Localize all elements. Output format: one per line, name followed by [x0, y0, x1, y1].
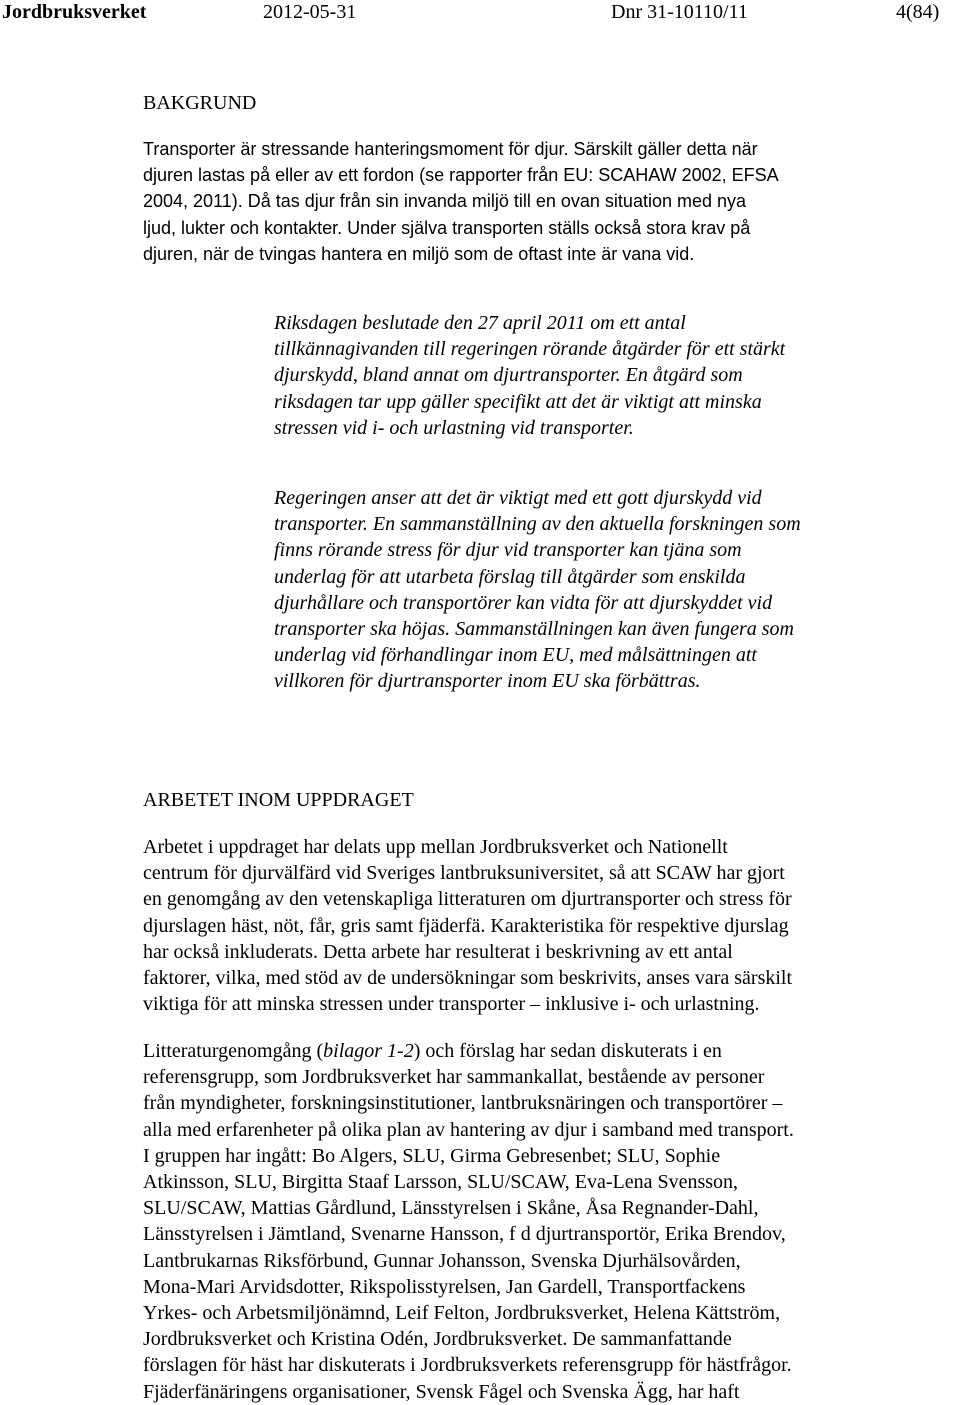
heading-bakgrund: BAKGRUND [143, 92, 257, 114]
heading-arbetet-inom-uppdraget: ARBETET INOM UPPDRAGET [143, 789, 414, 811]
text-line: faktorer, vilka, med stöd av de undersökningar som beskrivits, anses vara särskilt [143, 967, 793, 990]
text-line: 2004, 2011). Då tas djur från sin invanda miljö till en ovan situation med nya [143, 191, 747, 212]
text-line: djurskydd, bland annat om djurtransporter. En åtgärd som [274, 364, 743, 387]
text-line: stressen vid i- och urlastning vid transporter. [274, 416, 634, 439]
text-line: underlag vid förhandlingar inom EU, med målsättningen att [274, 644, 757, 667]
background-intro-paragraph [143, 136, 779, 267]
quote-regeringen [274, 485, 801, 695]
text-line: djuren lastas på eller av ett fordon (se rapporter från EU: SCAHAW 2002, EFSA [143, 165, 779, 186]
header-page-number: 4(84) [896, 1, 940, 23]
text-line: djurslagen häst, nöt, får, gris samt fjäderfä. Karakteristika för respektive djurslag [143, 914, 789, 937]
work-paragraph-1 [143, 834, 792, 1017]
text-line: Fjäderfänäringens organisationer, Svensk Fågel och Svenska Ägg, har haft [143, 1380, 740, 1403]
text-line: centrum för djurvälfärd vid Sveriges lantbruksuniversitet, så att SCAW har gjort [143, 862, 785, 885]
text-line: har också inkluderats. Detta arbete har resulterat i beskrivning av ett antal [143, 940, 733, 963]
text-fragment: ) och förslag har sedan diskuterats i en [413, 1040, 722, 1062]
text-line: viktiga för att minska stressen under transporter – inklusive i- och urlastning. [143, 993, 760, 1016]
text-line: SLU/SCAW, Mattias Gårdlund, Länsstyrelsen i Skåne, Åsa Regnander-Dahl, [143, 1197, 759, 1220]
text-line: I gruppen har ingått: Bo Algers, SLU, Girma Gebresenbet; SLU, Sophie [143, 1144, 721, 1167]
text-line: djuren, när de tvingas hantera en miljö som de oftast inte är vana vid. [143, 243, 695, 264]
text-line: Lantbrukarnas Riksförbund, Gunnar Johansson, Svenska Djurhälsovården, [143, 1249, 741, 1272]
work-paragraph-2 [143, 1038, 794, 1405]
text-line: Atkinsson, SLU, Birgitta Staaf Larsson, SLU/SCAW, Eva-Lena Svensson, [143, 1171, 739, 1194]
text-line: alla med erfarenheter på olika plan av hantering av djur i samband med transport. [143, 1118, 794, 1141]
text-line: Regeringen anser att det är viktigt med ett gott djurskydd vid [274, 487, 762, 509]
text-line: från myndigheter, forskningsinstitutioner, lantbruksnäringen och transportörer – [143, 1092, 783, 1115]
text-line: Transporter är stressande hanteringsmoment för djur. Särskilt gäller detta när [143, 139, 758, 159]
text-line: transporter. En sammanställning av den aktuella forskningen som [274, 513, 801, 536]
page-header [0, 0, 960, 26]
header-organization: Jordbruksverket [2, 1, 147, 23]
bilagor-reference: bilagor 1-2 [323, 1040, 414, 1062]
text-line: riksdagen tar upp gäller specifikt att det är viktigt att minska [274, 390, 762, 413]
text-line: transporter ska höjas. Sammanställningen kan även fungera som [274, 618, 794, 641]
text-line: Riksdagen beslutade den 27 april 2011 om ett antal [274, 312, 686, 334]
header-dnr: Dnr 31-10110/11 [611, 1, 748, 23]
header-date: 2012-05-31 [263, 1, 357, 23]
quote-riksdagen [274, 310, 785, 441]
text-fragment: Litteraturgenomgång ( [143, 1040, 324, 1062]
text-line: tillkännagivanden till regeringen rörande åtgärder för ett stärkt [274, 338, 786, 361]
text-line: Jordbruksverket och Kristina Odén, Jordbruksverket. De sammanfattande [143, 1328, 732, 1351]
text-line: förslagen för häst har diskuterats i Jordbruksverkets referensgrupp för hästfrågor. [143, 1354, 792, 1377]
text-line: finns rörande stress för djur vid transporter kan tjäna som [274, 539, 742, 562]
text-line: Länsstyrelsen i Jämtland, Svenarne Hansson, f d djurtransportör, Erika Brendov, [143, 1223, 786, 1246]
text-line: ljud, lukter och kontakter. Under själva transporten ställs också stora krav på [143, 217, 751, 238]
text-line: Yrkes- och Arbetsmiljönämnd, Leif Felton, Jordbruksverket, Helena Kättström, [143, 1302, 781, 1325]
text-line: villkoren för djurtransporter inom EU ska förbättras. [274, 670, 701, 693]
text-line: djurhållare och transportörer kan vidta för att djurskyddet vid [274, 591, 773, 614]
text-line [143, 1038, 794, 1064]
text-line: underlag för att utarbeta förslag till åtgärder som enskilda [274, 565, 746, 588]
text-line: referensgrupp, som Jordbruksverket har sammankallat, bestående av personer [143, 1066, 765, 1089]
text-line: en genomgång av den vetenskapliga litteraturen om djurtransporter och stress för [143, 888, 792, 911]
text-line: Mona-Mari Arvidsdotter, Rikspolisstyrelsen, Jan Gardell, Transportfackens [143, 1275, 746, 1298]
text-line: Arbetet i uppdraget har delats upp mellan Jordbruksverket och Nationellt [143, 836, 728, 858]
